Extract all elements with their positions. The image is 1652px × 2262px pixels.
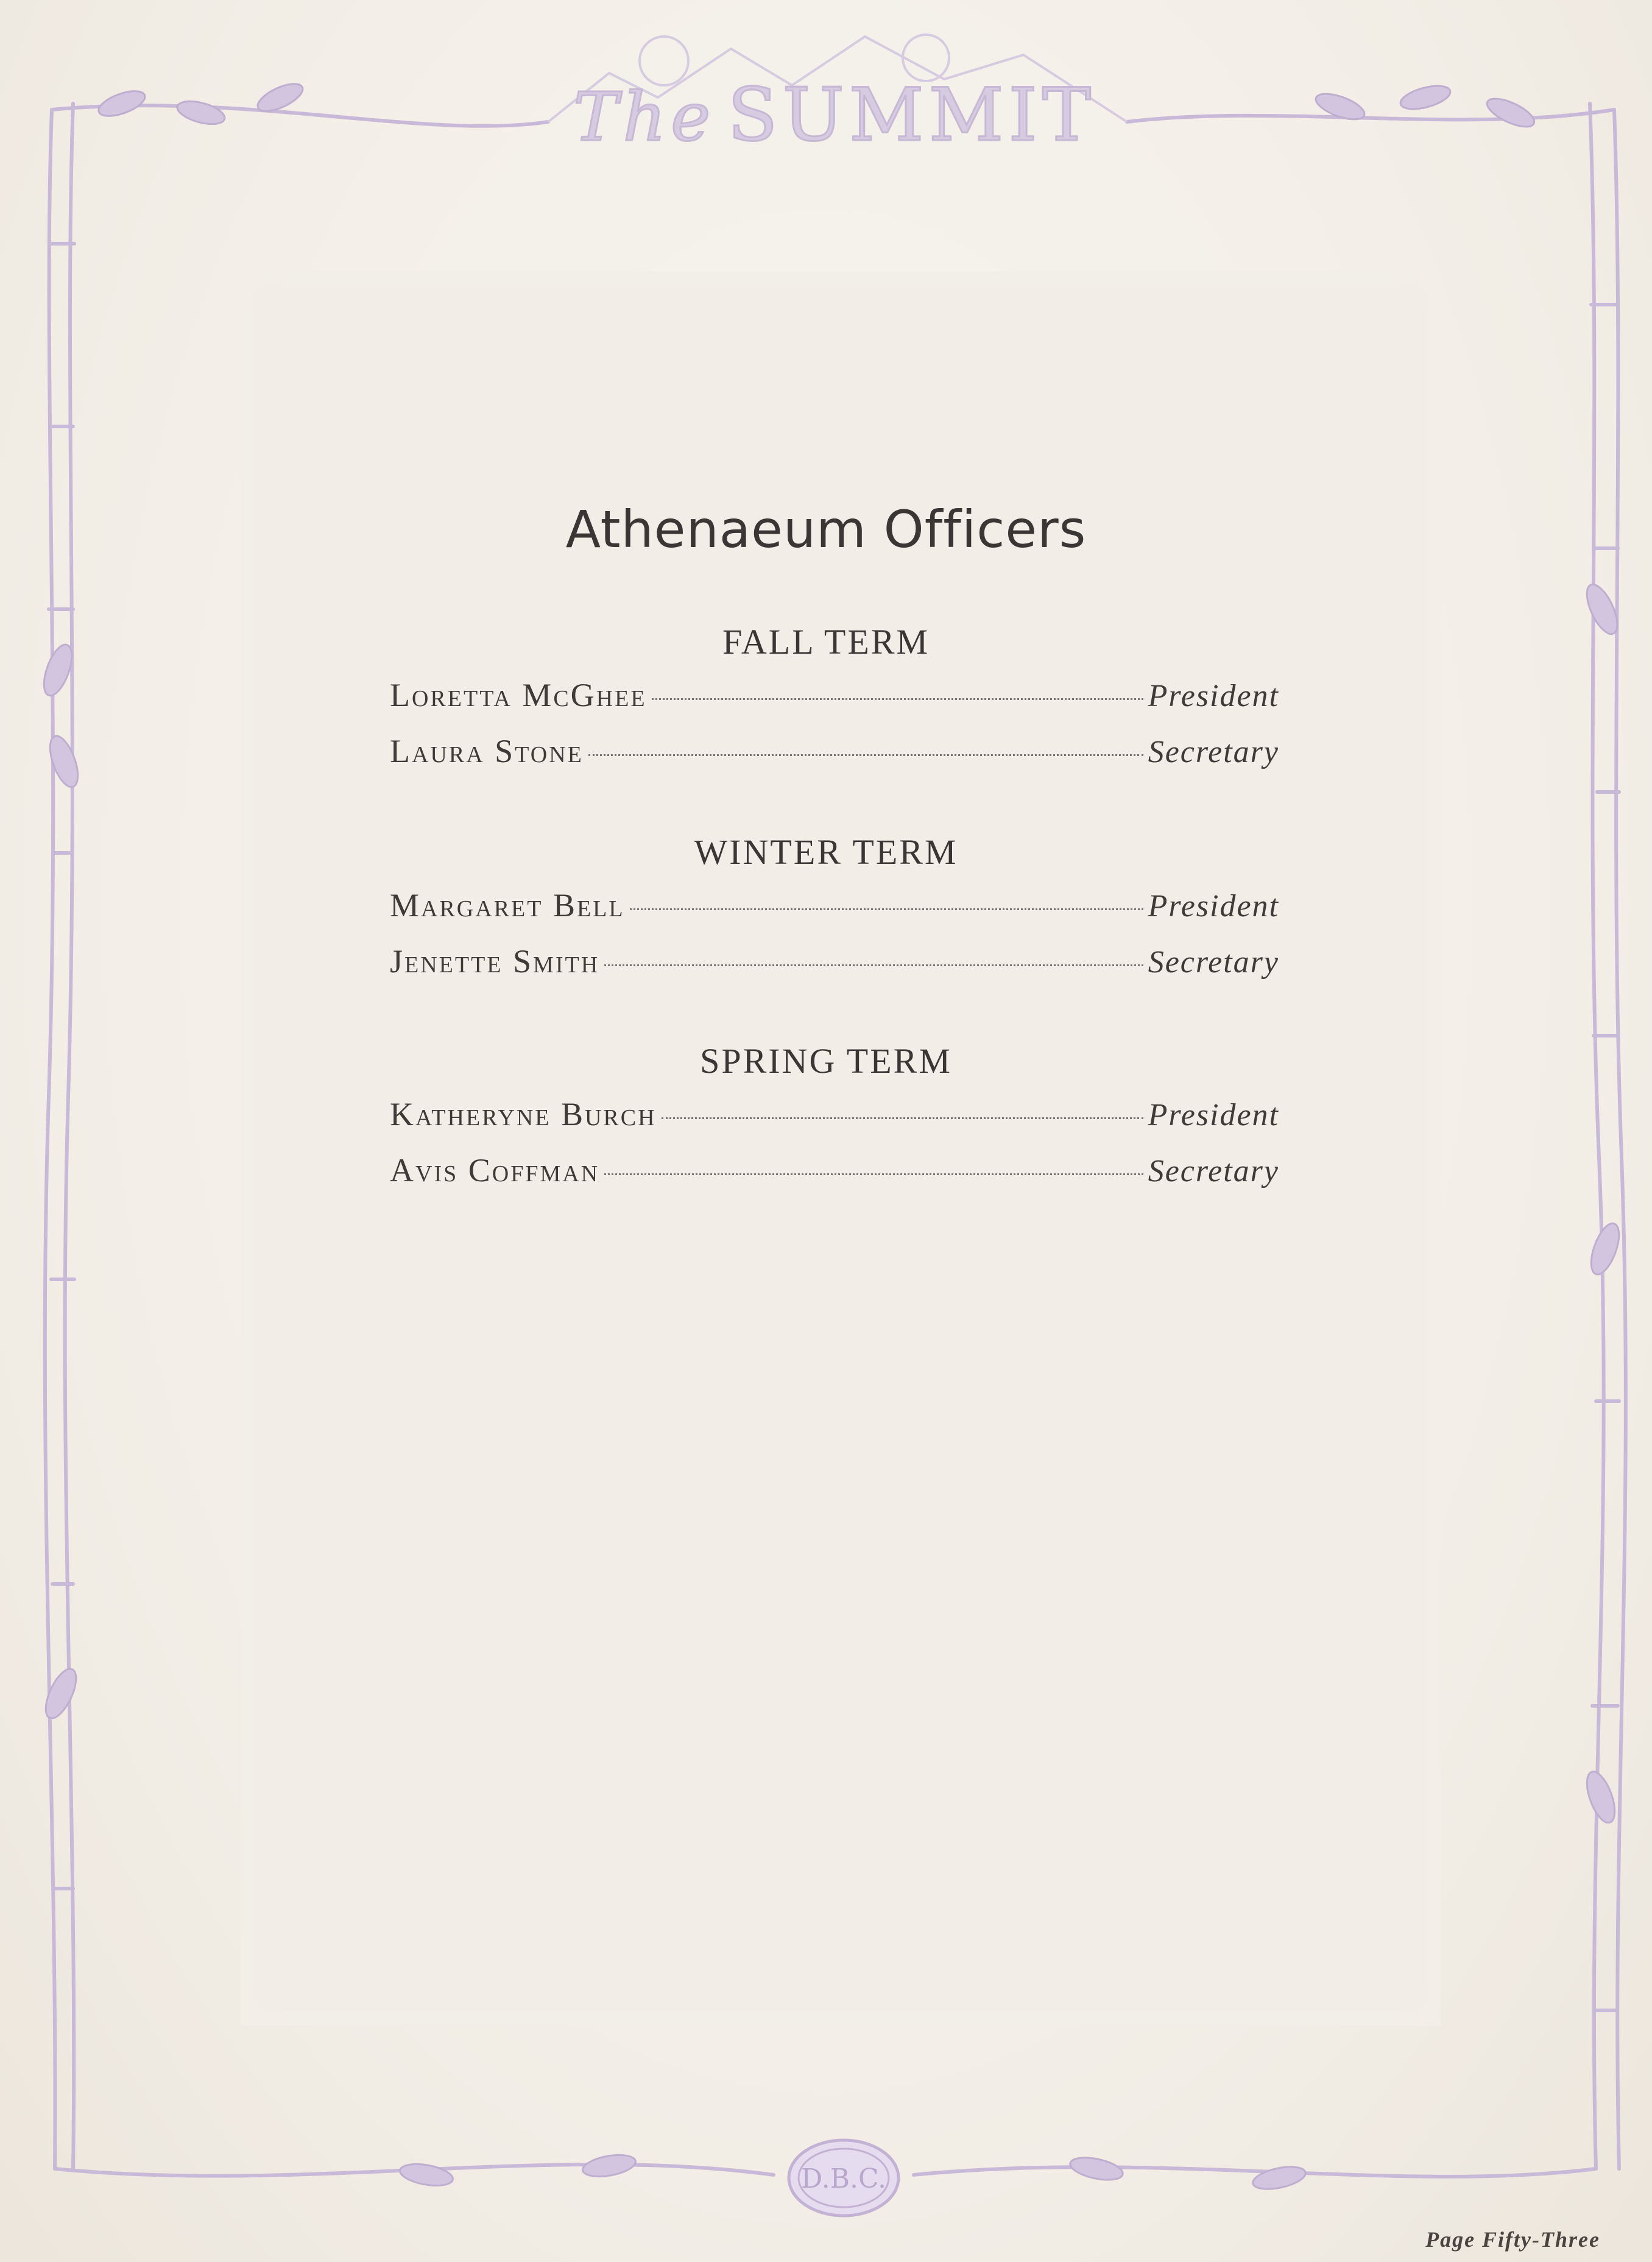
seal-text: D.B.C. [800, 2163, 887, 2194]
officer-row [390, 1095, 1279, 1138]
term-heading-spring: SPRING TERM [700, 1041, 952, 1081]
term-heading-fall: FALL TERM [722, 622, 930, 662]
dotted-leader [630, 908, 1143, 910]
officer-row [390, 676, 1279, 719]
officer-name: Katheryne Burch [390, 1096, 657, 1133]
officer-role: President [1148, 1098, 1279, 1133]
officer-name: Jenette Smith [390, 943, 600, 980]
officer-row [390, 732, 1279, 775]
dotted-leader [652, 698, 1143, 700]
officer-role: President [1148, 679, 1279, 713]
officer-name: Avis Coffman [390, 1152, 600, 1189]
officer-role: Secretary [1148, 945, 1279, 980]
officer-row [390, 886, 1279, 929]
masthead-name: SUMMIT [727, 73, 1096, 158]
officer-role: President [1148, 889, 1279, 924]
dbc-seal-icon [783, 2135, 905, 2221]
dotted-leader [604, 964, 1143, 966]
dotted-leader [604, 1173, 1143, 1175]
page-title: Athenaeum Officers [565, 500, 1087, 559]
dotted-leader [588, 754, 1143, 756]
officer-name: Margaret Bell [390, 887, 625, 924]
page-number: Page Fifty-Three [1425, 2227, 1600, 2252]
officer-name: Laura Stone [390, 733, 584, 769]
masthead [530, 73, 1139, 164]
officer-role: Secretary [1148, 735, 1279, 769]
dotted-leader [662, 1117, 1143, 1119]
masthead-prefix: The [573, 78, 716, 156]
officer-name: Loretta McGhee [390, 677, 647, 713]
officer-row [390, 1151, 1279, 1194]
officer-row [390, 942, 1279, 985]
officer-role: Secretary [1148, 1154, 1279, 1189]
term-heading-winter: WINTER TERM [694, 832, 958, 872]
